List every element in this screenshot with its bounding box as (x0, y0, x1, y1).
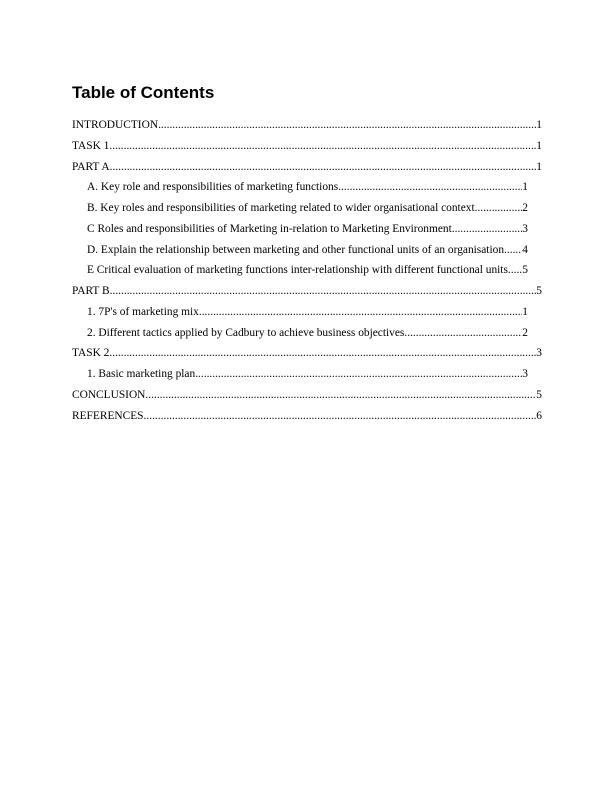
toc-page-number: 1 (536, 119, 542, 131)
toc-leader-dots (158, 115, 536, 136)
toc-entry-text: TASK 2 (72, 347, 110, 360)
toc-page-number: 1 (522, 181, 528, 194)
table-of-contents (72, 115, 542, 426)
toc-entry-task-2[interactable] (72, 343, 542, 364)
toc-entry-part-a-c[interactable] (72, 219, 542, 240)
toc-page-number: 4 (522, 243, 528, 256)
toc-leader-dots (199, 302, 522, 323)
toc-entry-text: TASK 1 (72, 139, 110, 152)
toc-leader-dots (511, 260, 523, 281)
toc-page-number: 1 (536, 139, 542, 152)
toc-entry-part-b-2[interactable] (72, 323, 542, 344)
toc-entry-text: PART B (72, 285, 110, 297)
toc-entry-introduction[interactable] (72, 115, 542, 136)
toc-entry-text: A. Key role and responsibilities of marketing functions (87, 181, 339, 194)
toc-page-number: 3 (522, 368, 528, 380)
toc-entry-text: CONCLUSION (72, 388, 146, 401)
toc-entry-part-b[interactable] (72, 281, 542, 302)
toc-entry-references[interactable] (72, 406, 542, 427)
toc-page-number: 2 (522, 326, 528, 339)
toc-page-number: 1 (536, 160, 542, 173)
toc-leader-dots (109, 136, 536, 157)
toc-entry-part-a-d[interactable] (72, 240, 542, 261)
toc-entry-text: 1. 7P's of marketing mix (87, 305, 199, 318)
toc-entry-part-a-e[interactable] (72, 260, 542, 281)
toc-page-number: 5 (536, 388, 542, 401)
toc-entry-conclusion[interactable] (72, 385, 542, 406)
toc-entry-part-a-a[interactable] (72, 177, 542, 198)
toc-entry-text: 2. Different tactics applied by Cadbury to achieve business objectives (87, 326, 405, 339)
toc-entry-part-a[interactable] (72, 157, 542, 178)
toc-entry-task-2-1[interactable] (72, 364, 542, 385)
toc-page-number: 2 (522, 202, 528, 214)
toc-entry-text: C Roles and responsibilities of Marketing in-relation to Marketing Environment (87, 222, 452, 235)
toc-entry-part-a-b[interactable] (72, 198, 542, 219)
toc-leader-dots (338, 177, 522, 198)
toc-leader-dots (452, 219, 523, 240)
toc-leader-dots (110, 281, 537, 302)
toc-entry-part-b-1[interactable] (72, 302, 542, 323)
toc-entry-task-1[interactable] (72, 136, 542, 157)
toc-page-number: 3 (522, 222, 528, 235)
toc-page-number: 3 (536, 347, 542, 360)
toc-entry-text: REFERENCES (72, 409, 144, 422)
toc-leader-dots (404, 323, 522, 344)
toc-title: Table of Contents (72, 83, 215, 102)
toc-entry-text: 1. Basic marketing plan (87, 368, 196, 380)
toc-entry-text: E Critical evaluation of marketing functions inter-relationship with different functional units. (87, 264, 511, 277)
toc-leader-dots (144, 406, 537, 427)
toc-entry-text: B. Key roles and responsibilities of marketing related to wider organisational context (87, 202, 475, 214)
toc-page-number: 6 (536, 409, 542, 422)
toc-leader-dots (110, 157, 537, 178)
toc-leader-dots (504, 240, 522, 261)
toc-leader-dots (195, 364, 522, 385)
toc-page-number: 5 (522, 264, 528, 277)
toc-leader-dots (109, 343, 536, 364)
toc-leader-dots (475, 198, 523, 219)
toc-entry-text: PART A (72, 160, 110, 173)
toc-page-number: 1 (522, 305, 528, 318)
toc-leader-dots (145, 385, 536, 406)
toc-page-number: 5 (536, 285, 542, 297)
toc-entry-text: D. Explain the relationship between marketing and other functional units of an organisation (87, 243, 505, 256)
toc-entry-text: INTRODUCTION (72, 119, 159, 131)
